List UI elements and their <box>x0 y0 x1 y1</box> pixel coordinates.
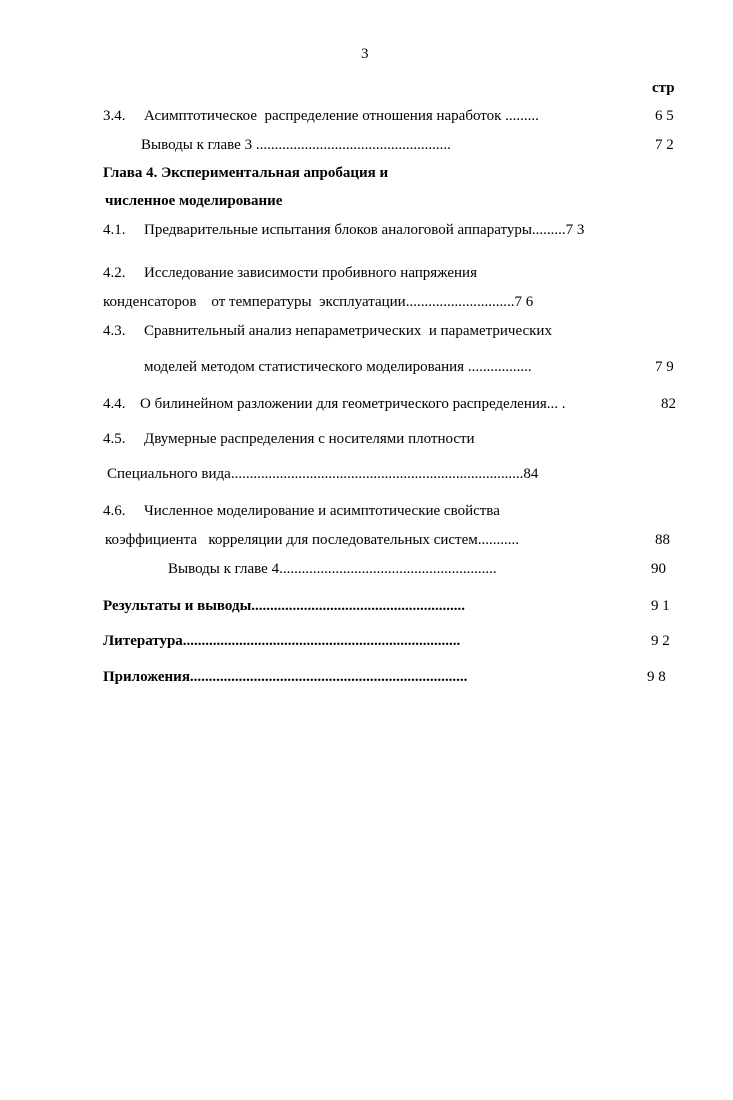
toc-page-literature: 9 2 <box>651 633 670 649</box>
toc-page-4-6: 88 <box>655 532 670 548</box>
toc-page-conclusions-3: 7 2 <box>655 137 674 153</box>
toc-title-3-4: Асимптотическое распределение отношения наработок ......... <box>144 108 539 124</box>
toc-num-4-5: 4.5. <box>103 431 126 447</box>
toc-entry-4-1: Предварительные испытания блоков аналоговой аппаратуры.........7 3 <box>144 222 585 238</box>
toc-entry-4-2-line1: Исследование зависимости пробивного напряжения <box>144 265 477 281</box>
page-number: 3 <box>361 46 369 62</box>
toc-num-4-3: 4.3. <box>103 323 126 339</box>
toc-entry-4-6-line2: коэффициента корреляции для последовательных систем........... <box>105 532 519 548</box>
toc-page-results: 9 1 <box>651 598 670 614</box>
toc-title-conclusions-4: Выводы к главе 4.......................................................... <box>168 561 497 577</box>
toc-page-4-3: 7 9 <box>655 359 674 375</box>
toc-title-conclusions-3: Выводы к главе 3 .................................................... <box>141 137 451 153</box>
toc-num-4-2: 4.2. <box>103 265 126 281</box>
toc-num-4-6: 4.6. <box>103 503 126 519</box>
chapter-4-heading-line1: Глава 4. Экспериментальная апробация и <box>103 165 389 181</box>
toc-title-results: Результаты и выводы......................................................... <box>103 598 466 614</box>
toc-entry-4-2-line2: конденсаторов от температуры эксплуатации.............................7 6 <box>103 294 534 310</box>
toc-title-4-4: О билинейном разложении для геометрического распределения... . <box>140 396 566 412</box>
toc-page-conclusions-4: 90 <box>651 561 666 577</box>
toc-entry-4-5-line1: Двумерные распределения с носителями плотности <box>144 431 475 447</box>
toc-entry-4-5-line2: Специального вида..............................................................................84 <box>107 466 539 482</box>
toc-num-3-4: 3.4. <box>103 108 126 124</box>
toc-page-4-4: 82 <box>661 396 676 412</box>
toc-num-4-1: 4.1. <box>103 222 126 238</box>
chapter-4-heading-line2: численное моделирование <box>105 193 283 209</box>
toc-page-appendices: 9 8 <box>647 669 666 685</box>
toc-page-3-4: 6 5 <box>655 108 674 124</box>
toc-title-literature: Литература.......................................................................... <box>103 633 461 649</box>
toc-title-appendices: Приложения.......................................................................... <box>103 669 468 685</box>
toc-entry-4-3-line1: Сравнительный анализ непараметрических и параметрических <box>144 323 552 339</box>
toc-num-4-4: 4.4. <box>103 396 126 412</box>
toc-entry-4-3-line2: моделей методом статистического моделирования ................. <box>144 359 532 375</box>
toc-entry-4-6-line1: Численное моделирование и асимптотические свойства <box>144 503 500 519</box>
page-column-header: стр <box>652 80 675 96</box>
